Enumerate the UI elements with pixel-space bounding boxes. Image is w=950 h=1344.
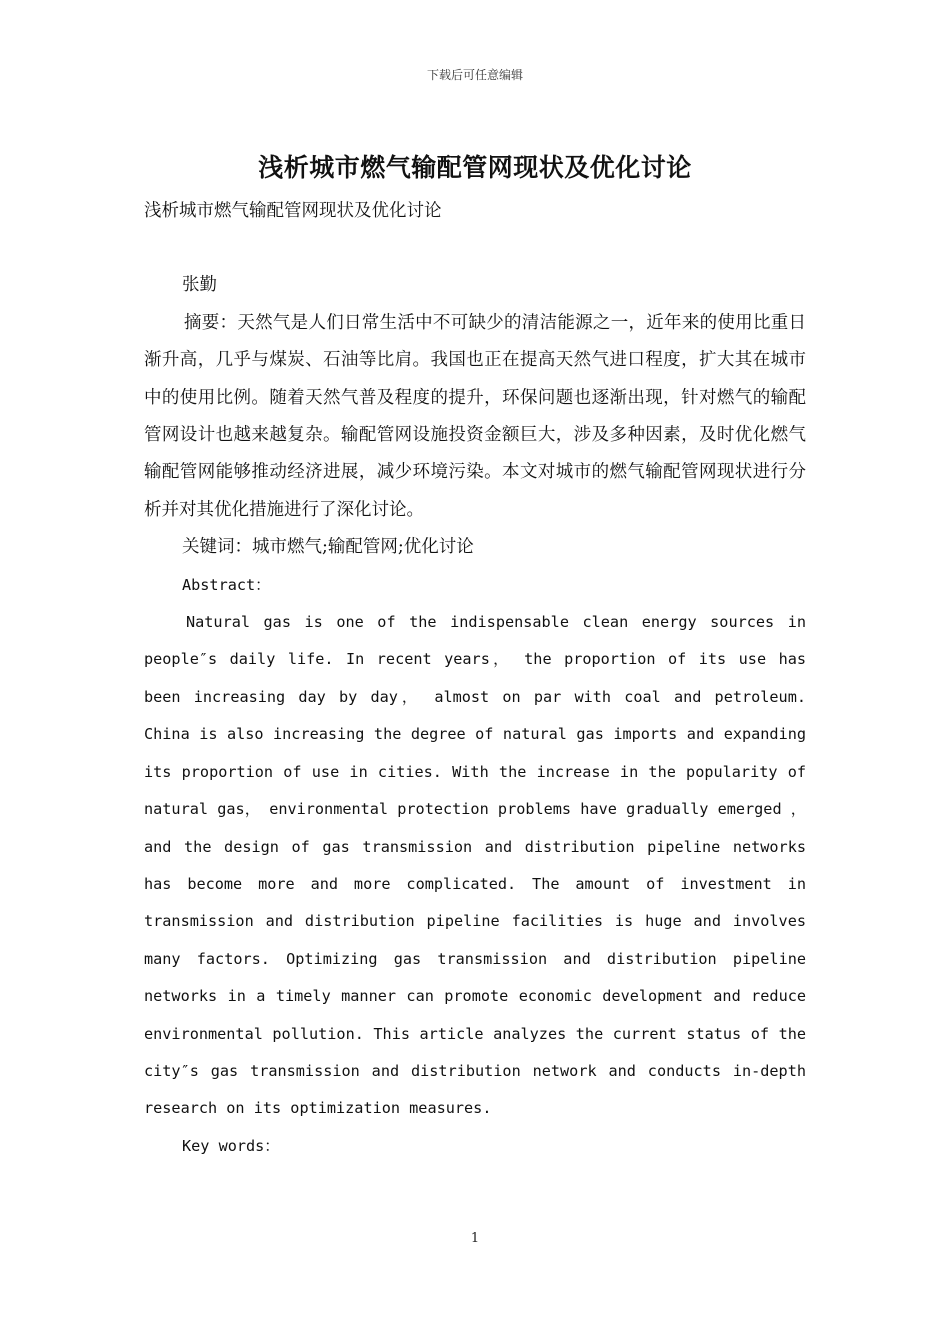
abstract-chinese: 摘要：天然气是人们日常生活中不可缺少的清洁能源之一，近年来的使用比重日渐升高，几乎与煤炭、石油等比肩。我国也正在提高天然气进口程度，扩大其在城市中的使用比例。随着天然气普及程度的提升，环保问题也逐渐出现，针对燃气的输配管网设计也越来越复杂。输配管网设施投资金额巨大，涉及多种因素，及时优化燃气输配管网能够推动经济进展，减少环境污染。本文对城市的燃气输配管网现状进行分析并对其优化措施进行了深化讨论。 bbox=[144, 312, 806, 520]
keywords-english-label: Key words： bbox=[182, 1136, 280, 1155]
page-number: 1 bbox=[470, 1231, 480, 1246]
keywords-chinese: 关键词：城市燃气;输配管网;优化讨论 bbox=[182, 537, 474, 558]
document-body bbox=[144, 193, 806, 1165]
abstract-english-label: Abstract： bbox=[182, 575, 271, 594]
header-note: 下载后可任意编辑 bbox=[426, 68, 523, 82]
document-title: 浅析城市燃气输配管网现状及优化讨论 bbox=[258, 153, 692, 182]
spacer bbox=[144, 230, 806, 267]
author-name: 张勤 bbox=[182, 275, 217, 296]
subtitle: 浅析城市燃气输配管网现状及优化讨论 bbox=[144, 201, 442, 221]
abstract-english: Natural gas is one of the indispensable clean energy sources in people″s daily life. In recent years， the proportion of its use has been increasing day by day， almost on par with coal and petroleum. China is also increasing the degree of natural gas imports and expanding its proportion of use in cities. With the increase in the popularity of natural gas， environmental protection problems have gradually emerged ， and the design of gas transmission and distribution pipeline networks has become more and more complicated. The amount of investment in transmission and distribution pipeline facilities is huge and involves many factors. Optimizing gas transmission and distribution pipeline networks in a timely manner can promote economic development and reduce environmental pollution. This article analyzes the current status of the city″s gas transmission and distribution network and conducts in-depth research on its optimization measures. bbox=[144, 613, 806, 1118]
